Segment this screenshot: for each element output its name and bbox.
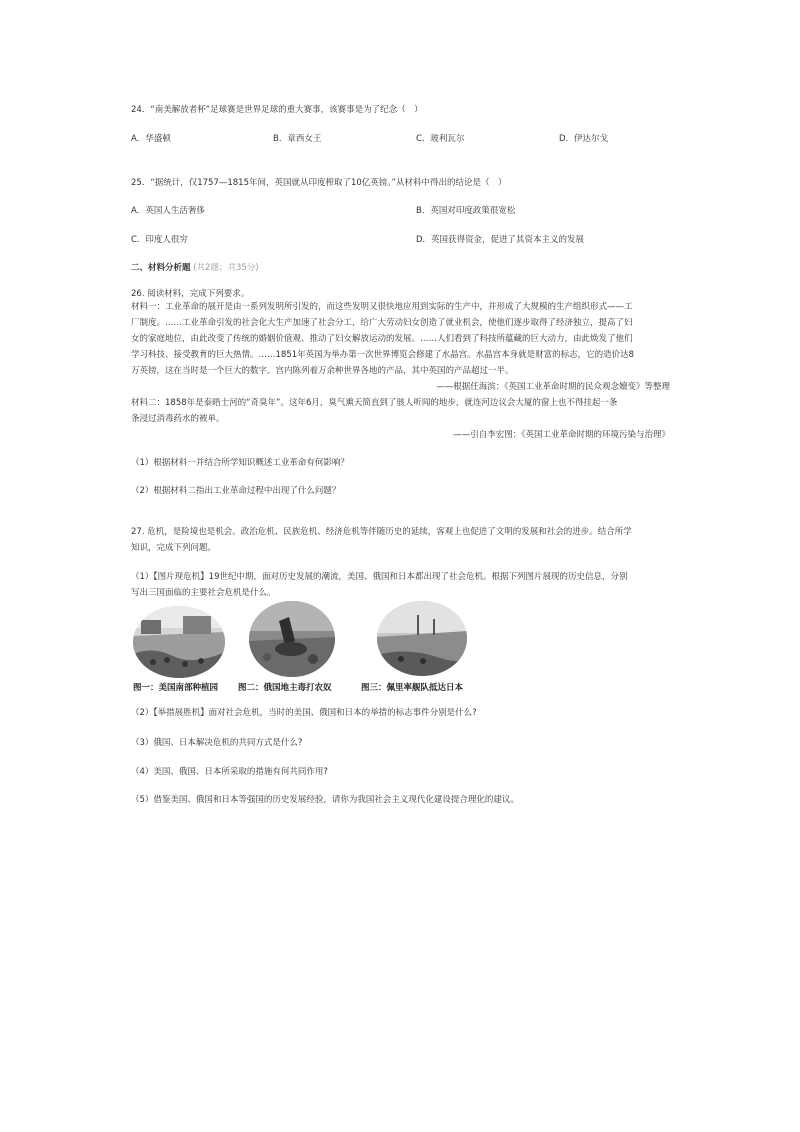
q25-option-d: D．英国获得资金，促进了其资本主义的发展 xyxy=(416,235,585,245)
q26-material2-line: 材料二：1858年是泰晤士河的“奇臭年”。这年6月，臭气熏天简直到了骇人听闻的地步，就连河边议会大厦的窗上也不得挂起一条 xyxy=(131,398,618,408)
q27-stem-line: 27. 危机，是险境也是机会。政治危机、民族危机、经济危机等伴随历史的延续，客观上也促进了文明的发展和社会的进步。结合所学 xyxy=(131,527,632,537)
q25-option-b: B．英国对印度政策很宽松 xyxy=(416,206,516,216)
q27-sub1-line: （1）【图片现危机】19世纪中期，面对历史发展的潮流，美国、俄国和日本都出现了社会危机。根据下列图片展现的历史信息，分别 xyxy=(131,572,628,582)
q26-sub1: （1）根据材料一并结合所学知识概述工业革命有何影响？ xyxy=(131,458,349,468)
q26-material1-line: 万英镑，这在当时是一个巨大的数字。宫内陈列着万余种世界各地的产品，其中英国的产品超过一半。 xyxy=(131,366,514,376)
q24-option-d: D．伊达尔戈 xyxy=(559,134,609,144)
section-heading xyxy=(131,261,259,273)
serf-beating-image xyxy=(249,601,335,677)
q26-source1: ——根据任海滨：《英国工业革命时期的民众观念嬗变》等整理 xyxy=(436,382,670,392)
q27-sub2: （2）【举措展胜机】面对社会危机，当时的美国、俄国和日本的举措的标志事件分别是什么? xyxy=(131,708,477,718)
q27-sub3: （3）俄国、日本解决危机的共同方式是什么? xyxy=(131,738,303,748)
plantation-image xyxy=(133,606,225,678)
section-meta: (共2题；共35分) xyxy=(193,263,259,273)
q24-option-b: B．章西女王 xyxy=(273,134,322,144)
q26-material1-line: 女的家庭地位，由此改变了传统的婚姻价值观、推动了妇女解放运动的发展。……人们看到了科技所蕴藏的巨大动力，由此焕发了他们 xyxy=(131,334,633,344)
q26-material2-line: 条浸过消毒药水的被单。 xyxy=(131,414,225,424)
caption-us-plantation: 图一：美国南部种植园 xyxy=(133,683,219,693)
q25-stem: 25．“据统计，仅1757—1815年间，英国就从印度榨取了10亿英镑。”从材料中得出的结论是（ ） xyxy=(131,178,507,188)
q24-option-a: A．华盛顿 xyxy=(131,134,171,144)
q25-option-a: A．英国人生活奢侈 xyxy=(131,206,205,216)
q27-sub1-line: 写出三国面临的主要社会危机是什么。 xyxy=(131,588,276,598)
q26-sub2: （2）根据材料二指出工业革命过程中出现了什么问题？ xyxy=(131,486,341,496)
section-title: 二、材料分析题 xyxy=(131,263,191,273)
q26-material1-line: 学习科技、接受教育的巨大热情。……1851年英国为举办第一次世界博览会修建了水晶宫。水晶宫本身就是财富的标志，它的造价达8 xyxy=(131,350,635,360)
q26-material1-line: 材料一：工业革命的展开是由一系列发明所引发的，而这些发明又很快地应用到实际的生产中，并形成了大规模的生产组织形式——工 xyxy=(131,302,633,312)
q26-source2: ——引自李宏图：《英国工业革命时期的环境污染与治理》 xyxy=(453,430,670,440)
q27-sub5: （5）借鉴美国、俄国和日本等强国的历史发展经验，请你为我国社会主义现代化建设提合理化的建议。 xyxy=(131,795,519,805)
caption-russia-serfs: 图二：俄国地主毒打农奴 xyxy=(238,683,332,693)
q24-option-c: C．玻利瓦尔 xyxy=(416,134,465,144)
q27-sub4: （4）美国、俄国、日本所采取的措施有何共同作用? xyxy=(131,767,328,777)
q26-stem: 26. 阅读材料，完成下列要求。 xyxy=(131,289,250,299)
q25-option-c: C．印度人很穷 xyxy=(131,235,188,245)
perry-fleet-image xyxy=(377,601,467,676)
caption-perry-japan: 图三：佩里率舰队抵达日本 xyxy=(361,683,464,693)
q27-stem-line: 知识，完成下列问题。 xyxy=(131,543,217,553)
q26-material1-line: 厂制度。……工业革命引发的社会化大生产加速了社会分工，给广大劳动妇女创造了就业机会，使他们逐步取得了经济独立，提高了妇 xyxy=(131,318,633,328)
q24-stem: 24．“南美解放者杯”足球赛是世界足球的重大赛事，该赛事是为了纪念（ ） xyxy=(131,105,423,115)
